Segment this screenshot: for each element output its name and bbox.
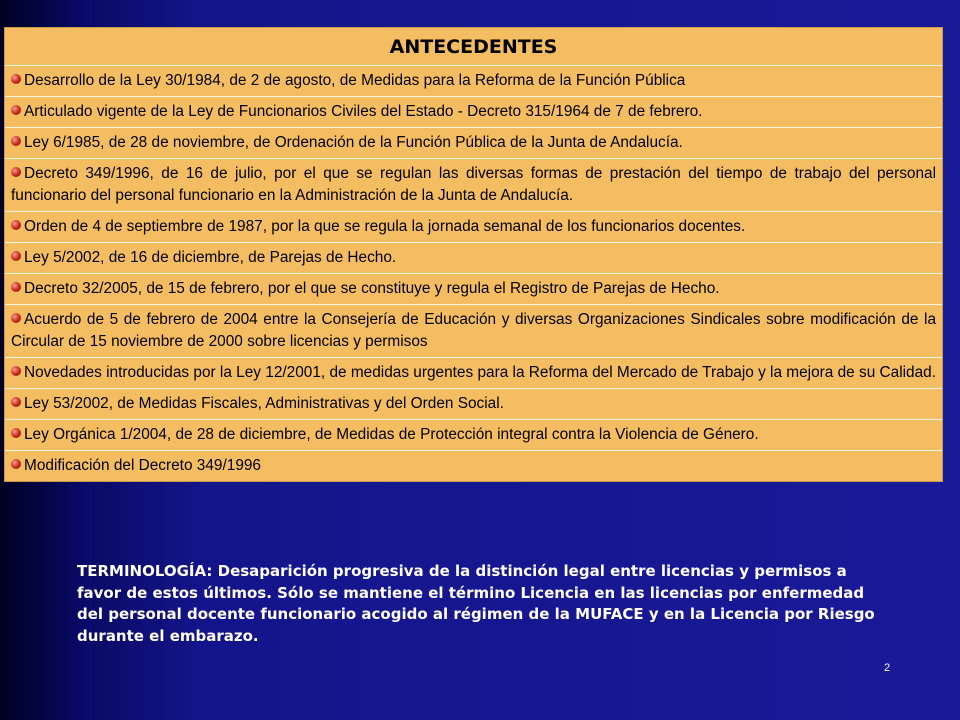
table-row (5, 159, 942, 212)
page-number: 2 (884, 662, 891, 674)
row-text: Decreto 349/1996, de 16 de julio, por el que se regulan las diversas formas de prestación del tiempo de trabajo del personal funcionario del personal funcionario en la Administración de la Junta de Andalucía. (11, 165, 936, 204)
bullet-icon (11, 167, 21, 177)
row-text: Novedades introducidas por la Ley 12/2001, de medidas urgentes para la Reforma del Mercado de Trabajo y la mejora de su Calidad. (24, 364, 937, 381)
bullet-icon (11, 428, 21, 438)
table-row (5, 305, 942, 358)
bullet-icon (11, 74, 21, 84)
bullet-icon (11, 459, 21, 469)
bullet-icon (11, 220, 21, 230)
bullet-icon (11, 136, 21, 146)
table-row (5, 66, 942, 97)
table-row (5, 420, 942, 451)
table-row (5, 274, 942, 305)
table-row (5, 451, 942, 481)
table-row (5, 128, 942, 159)
row-text: Articulado vigente de la Ley de Funcionarios Civiles del Estado - Decreto 315/1964 de 7 de febrero. (24, 103, 703, 120)
bullet-icon (11, 313, 21, 323)
terminology-note: TERMINOLOGÍA: Desaparición progresiva de la distinción legal entre licencias y permisos a favor de estos últimos. Sólo se mantiene el término Licencia en las licencias por enfermedad del personal docente funcionario acogido al régimen de la MUFACE y en la Licencia por Riesgo durante el embarazo. (77, 562, 875, 645)
table-row (5, 358, 942, 389)
bullet-icon (11, 366, 21, 376)
row-text: Modificación del Decreto 349/1996 (24, 457, 261, 474)
table-row (5, 243, 942, 274)
table-row (5, 389, 942, 420)
row-text: Orden de 4 de septiembre de 1987, por la que se regula la jornada semanal de los funcionarios docentes. (24, 218, 746, 235)
row-text: Ley 6/1985, de 28 de noviembre, de Ordenación de la Función Pública de la Junta de Andalucía. (24, 134, 683, 151)
bullet-icon (11, 397, 21, 407)
row-text: Acuerdo de 5 de febrero de 2004 entre la Consejería de Educación y diversas Organizaciones Sindicales sobre modificación de la Circular de 15 noviembre de 2000 sobre licencias y permisos (11, 311, 936, 350)
row-text: Ley 5/2002, de 16 de diciembre, de Parejas de Hecho. (24, 249, 397, 266)
row-text: Decreto 32/2005, de 15 de febrero, por el que se constituye y regula el Registro de Parejas de Hecho. (24, 280, 720, 297)
row-text: Ley 53/2002, de Medidas Fiscales, Administrativas y del Orden Social. (24, 395, 504, 412)
row-text: Ley Orgánica 1/2004, de 28 de diciembre, de Medidas de Protección integral contra la Violencia de Género. (24, 426, 759, 443)
row-text: Desarrollo de la Ley 30/1984, de 2 de agosto, de Medidas para la Reforma de la Función Pública (24, 72, 686, 89)
bullet-icon (11, 251, 21, 261)
antecedentes-table (4, 27, 943, 482)
bullet-icon (11, 282, 21, 292)
table-title: ANTECEDENTES (5, 28, 942, 66)
bullet-icon (11, 105, 21, 115)
table-row (5, 97, 942, 128)
table-row (5, 212, 942, 243)
